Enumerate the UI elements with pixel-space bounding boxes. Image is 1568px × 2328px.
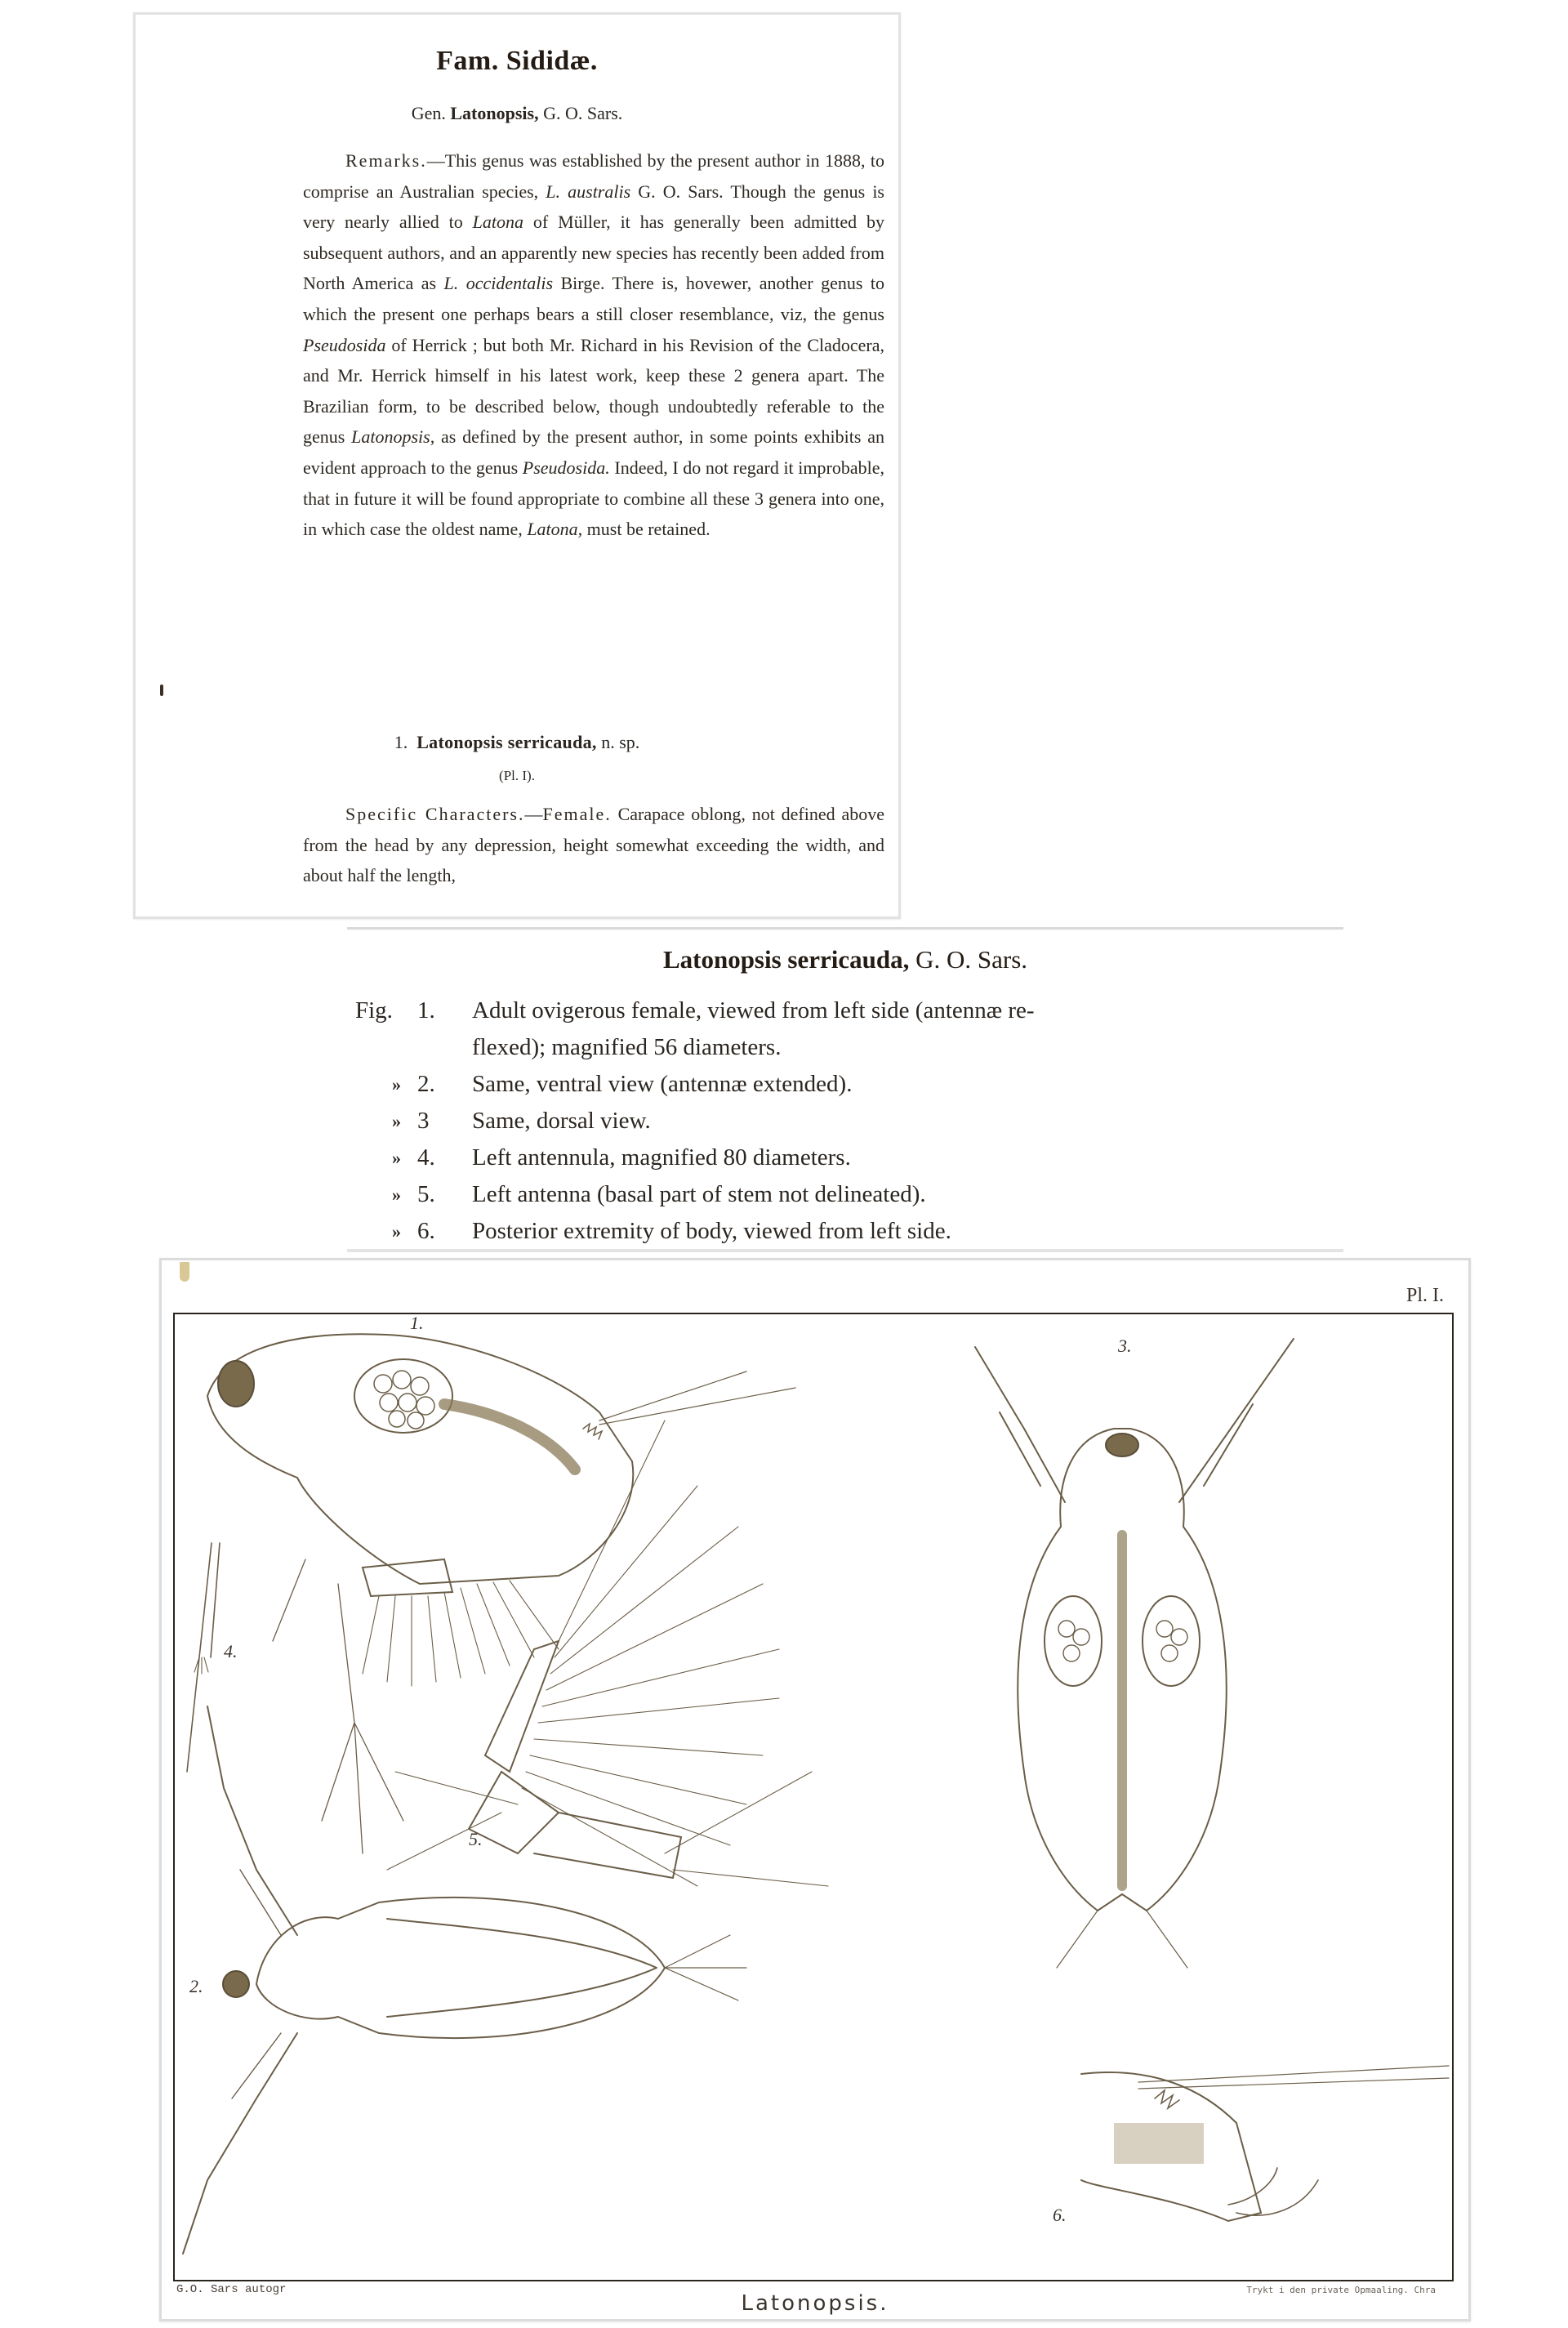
figure-number: 6.	[417, 1218, 435, 1244]
genus-heading	[136, 103, 898, 124]
figure-label-1: 1.	[410, 1313, 424, 1333]
fig2-body	[256, 1898, 665, 2038]
figure-label-6: 6.	[1053, 2205, 1067, 2225]
title-author: G. O. Sars.	[915, 945, 1028, 974]
fig1-gut	[444, 1404, 575, 1469]
taxon-name: Pseudosida	[303, 334, 386, 355]
remarks-text-run: G. O. Sars. Though the genus is very nearly allied to	[303, 181, 884, 233]
remarks-text-run: Indeed, I do not regard it improbable, that in future it will be found appropriate to combine all these 3 genera into one, in which case the oldest name,	[303, 457, 884, 540]
divider	[347, 927, 1343, 930]
genus-prefix: Gen.	[411, 103, 446, 123]
title-species: Latonopsis serricauda,	[662, 945, 910, 974]
figure-description: Left antenna (basal part of stem not delineated).	[472, 1181, 926, 1207]
figure-2-ventral-view	[183, 1706, 746, 2254]
taxon-name: Pseudosida.	[522, 457, 610, 478]
figure-description: Same, dorsal view.	[472, 1108, 651, 1134]
text-page	[133, 12, 901, 919]
genus-name: Latonopsis,	[450, 103, 539, 123]
plate-caption: Latonopsis.	[741, 2291, 889, 2316]
specific-characters-label: Specific Characters.	[345, 804, 525, 824]
specific-characters-paragraph	[303, 799, 884, 891]
plate-drawing	[175, 1314, 1452, 2280]
fig1-eye	[218, 1361, 254, 1407]
dash: —	[524, 804, 543, 824]
species-number: 1.	[394, 732, 408, 752]
ditto-mark: »	[392, 1111, 401, 1131]
taxon-name: L. occidentalis	[443, 273, 554, 294]
figure-description: Adult ovigerous female, viewed from left side (antennæ re-	[472, 997, 1035, 1024]
figure-number: 2.	[417, 1071, 435, 1097]
figure-label-4: 4.	[224, 1641, 238, 1661]
sex-label: Female.	[542, 804, 612, 824]
figure-label-5: 5.	[469, 1829, 483, 1849]
figure-description: Left antennula, magnified 80 diameters.	[472, 1144, 851, 1171]
taxon-name: L. australis	[546, 181, 631, 202]
figure-label-2: 2.	[189, 1976, 203, 1996]
remarks-text-run: —This genus was established by the present author in 1888, to comprise an Australian species,	[303, 150, 884, 202]
divider	[347, 1249, 1343, 1252]
specific-characters-text: Carapace oblong, not defined above from the head by any depression, height somewhat exceeding the width, and about half the length,	[303, 804, 885, 886]
family-title: Fam. Sididæ.	[436, 46, 598, 76]
fig1-setae	[363, 1581, 559, 1686]
figure-description: flexed); magnified 56 diameters.	[472, 1034, 782, 1060]
remarks-text-run: must be retained.	[582, 519, 710, 540]
ditto-mark: »	[392, 1148, 401, 1168]
lithographer-credit: G.O. Sars autogr	[176, 2283, 287, 2296]
fig5-plumose-setae	[387, 1420, 828, 1886]
figure-5-antenna	[387, 1420, 828, 1886]
plate-frame	[173, 1313, 1454, 2281]
remarks-paragraph	[303, 145, 884, 545]
ditto-mark: »	[392, 1074, 401, 1095]
figure-3-dorsal-view	[975, 1339, 1294, 1968]
ink-speck	[160, 685, 163, 696]
species-name: Latonopsis serricauda,	[416, 732, 597, 752]
fig-label: Fig.	[355, 997, 393, 1024]
remarks-text-run: of Müller, it has generally been admitted by subsequent authors, and an apparently new species has recently been added from North America as	[303, 212, 884, 294]
taxon-name: Latona	[472, 212, 524, 233]
remarks-text-run: of Herrick ; but both Mr. Richard in his Revision of the Cladocera, and Mr. Herrick himself in his latest work, keep these 2 genera apart. The Brazilian form, to be described below, though undoubtedly referable to the genus	[303, 334, 884, 448]
plate-explanation	[347, 927, 1343, 1252]
ditto-mark: »	[392, 1221, 401, 1242]
figure-4-antennula	[187, 1543, 220, 1772]
species-heading	[136, 732, 898, 753]
genus-author: G. O. Sars.	[543, 103, 623, 123]
taxon-name: Latonopsis,	[351, 426, 435, 448]
plate-reference: (Pl. I).	[499, 768, 535, 783]
figure-description: Same, ventral view (antennæ extended).	[472, 1071, 853, 1097]
remarks-text-run: as defined by the present author, in some points exhibits an evident approach to the genus	[303, 426, 884, 478]
figure-number: 5.	[417, 1181, 435, 1207]
figure-6-posterior-extremity	[1081, 2066, 1449, 2221]
remarks-label: Remarks.	[345, 150, 427, 171]
remarks-text	[303, 150, 884, 539]
plate-number: Pl. I.	[1405, 1285, 1444, 1306]
fig3-eye	[1106, 1434, 1138, 1456]
figure-1-lateral-female	[207, 1334, 795, 1853]
figure-number: 3	[417, 1108, 430, 1134]
page-tab-mark	[180, 1262, 189, 1282]
species-suffix: n. sp.	[601, 732, 640, 752]
plate-explanation-title	[347, 945, 1343, 974]
figure-number: 4.	[417, 1144, 435, 1171]
fig5-stem	[485, 1641, 559, 1772]
figure-number: 1.	[417, 997, 435, 1024]
figure-description: Posterior extremity of body, viewed from left side.	[472, 1218, 951, 1244]
printer-credit: Trykt i den private Opmaaling. Chra	[1246, 2285, 1436, 2295]
fig2-eye	[223, 1971, 249, 1997]
plate-page	[159, 1258, 1471, 2321]
figure-label-3: 3.	[1118, 1336, 1132, 1356]
taxon-name: Latona,	[527, 519, 583, 540]
ditto-mark: »	[392, 1184, 401, 1205]
remarks-text-run: Birge. There is, hovewer, another genus to which the present one perhaps bears a still closer resemblance, viz, the genus	[303, 273, 885, 324]
